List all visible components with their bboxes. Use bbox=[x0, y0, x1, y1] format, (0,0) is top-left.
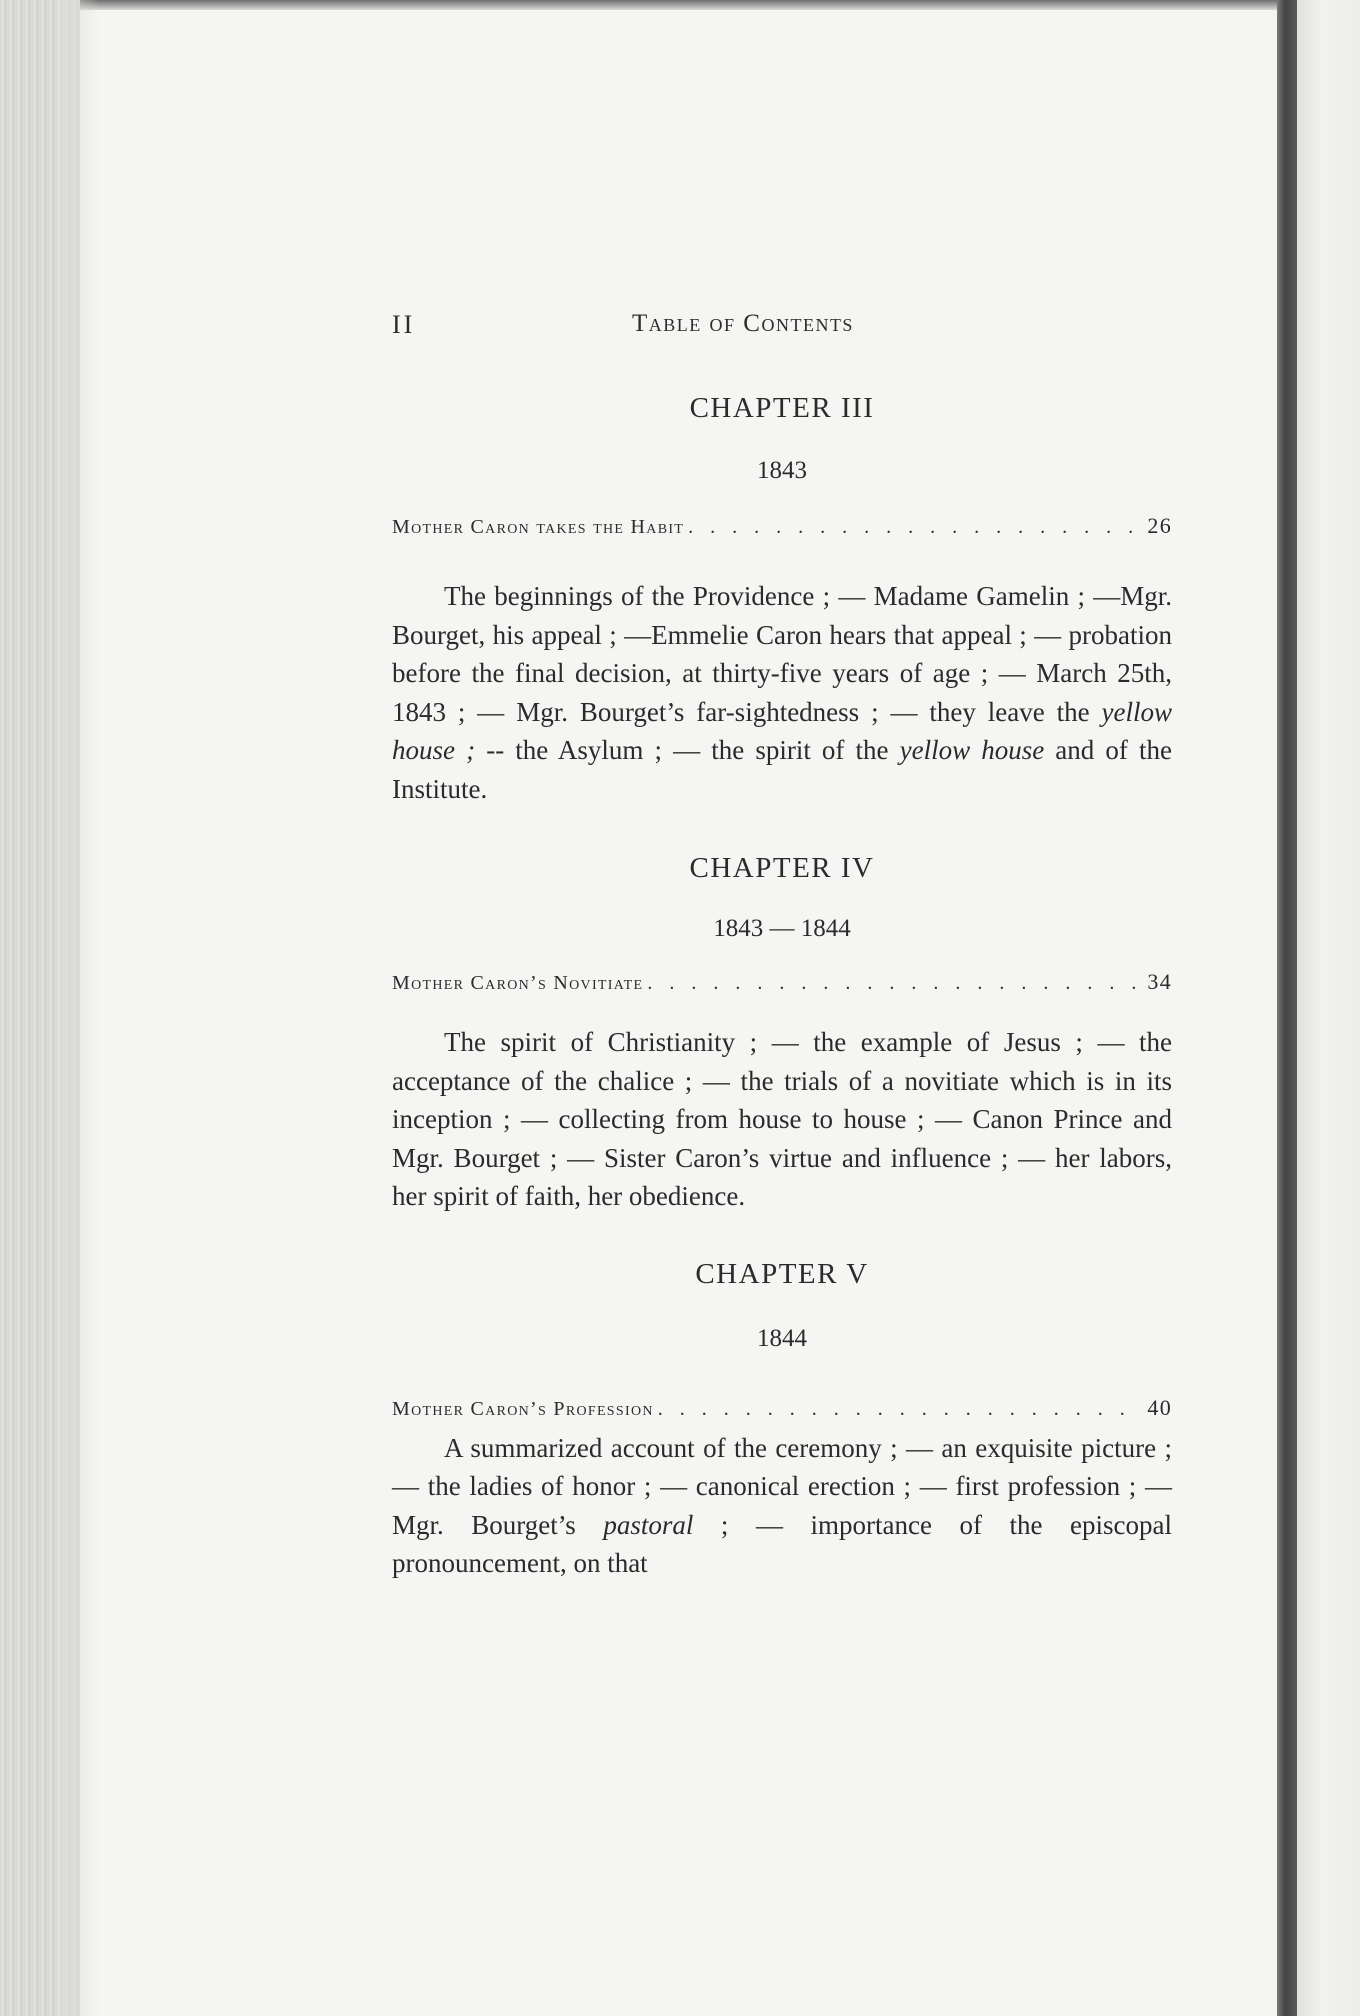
dot-leader bbox=[647, 972, 1141, 995]
chapter-heading: CHAPTER V bbox=[695, 1257, 869, 1290]
chapter-section bbox=[392, 1258, 1172, 1583]
chapter-heading: CHAPTER III bbox=[689, 392, 875, 424]
chapter-years: 1843 — 1844 bbox=[713, 915, 851, 942]
toc-entry-title: Mother Caron’s Profession bbox=[392, 1397, 654, 1420]
scan-top-edge bbox=[0, 0, 1360, 10]
summary-text: ; — importance of the episcopal pronouncement, on that bbox=[392, 1509, 1172, 1578]
chapter-summary bbox=[392, 1023, 1172, 1216]
summary-text: The spirit of Christianity ; — the example of Jesus ; — the acceptance of the chalice ; — the trials of a novitiate which is in its inception ; — collecting from house to house ; — Canon Prince and Mgr. Bourget ; — Sister Caron’s virtue and influence ; — her labors, her spirit of faith, her obedience. bbox=[392, 1027, 1172, 1211]
page-number: II bbox=[392, 310, 416, 339]
chapter-heading: CHAPTER IV bbox=[689, 852, 875, 884]
dot-leader bbox=[688, 516, 1141, 539]
scan-right-edge bbox=[1297, 0, 1360, 2016]
running-head bbox=[392, 300, 1172, 350]
summary-text: The beginnings of the Providence ; — Madame Gamelin ; —Mgr. Bourget, his appeal ; —Emmelie Caron hears that appeal ; — probation before the final decision, at thirty-five years of age ; — March 25th, 1843 ; — Mgr. Bourget’s far-sightedness ; — they leave the bbox=[392, 581, 1172, 727]
summary-text: A summarized account of the ceremony ; — an exquisite picture ; — the ladies of honor ; — canonical erection ; — first profession ; — Mgr. Bourget’s bbox=[392, 1432, 1172, 1540]
chapter-years: 1843 bbox=[757, 457, 807, 484]
scan-left-margin-fade bbox=[60, 0, 100, 2016]
toc-entry-title: Mother Caron takes the Habit bbox=[392, 516, 685, 538]
summary-text: -- the Asylum ; — the spirit of the bbox=[475, 735, 900, 765]
chapter-years: 1844 bbox=[757, 1324, 807, 1352]
book-gutter-shadow bbox=[1277, 0, 1297, 2016]
chapter-section bbox=[392, 852, 1172, 1216]
summary-italic-text: yellow house ; bbox=[392, 696, 1172, 765]
chapter-summary bbox=[392, 577, 1172, 808]
summary-italic-text: pastoral bbox=[603, 1509, 694, 1540]
dot-leader bbox=[658, 1398, 1142, 1421]
toc-entry-title: Mother Caron’s Novitiate bbox=[392, 972, 644, 994]
toc-entry-page: 34 bbox=[1147, 969, 1172, 994]
chapter-section bbox=[392, 392, 1172, 808]
running-head-title: Table of Contents bbox=[632, 310, 854, 337]
book-page bbox=[392, 300, 1172, 1583]
summary-italic-text: yellow house bbox=[899, 735, 1045, 765]
toc-entry[interactable] bbox=[392, 1395, 1172, 1421]
summary-text: and of the Institute. bbox=[392, 735, 1172, 804]
toc-entry[interactable] bbox=[392, 969, 1172, 995]
chapter-summary bbox=[392, 1429, 1172, 1583]
toc-entry-page: 40 bbox=[1147, 1394, 1172, 1420]
toc-entry-page: 26 bbox=[1147, 513, 1172, 538]
toc-entry[interactable] bbox=[392, 513, 1172, 539]
